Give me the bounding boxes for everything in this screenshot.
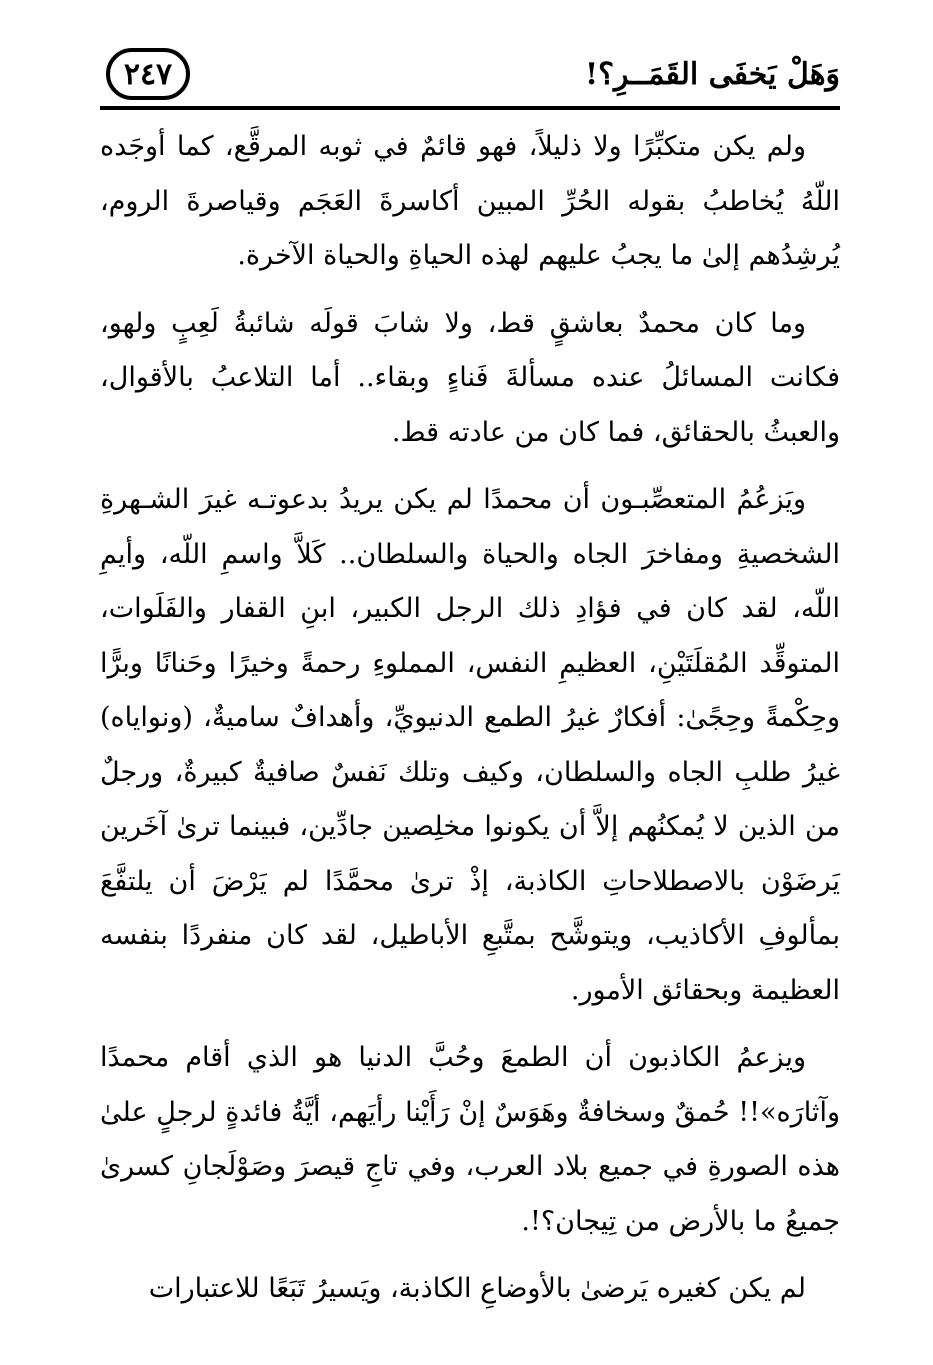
page-header xyxy=(100,44,840,106)
paragraph: لم يكن كغيره يَرضىٰ بالأوضاعِ الكاذبة، ويَسيرُ تَبَعًا للاعتبارات xyxy=(148,1273,806,1304)
page-body xyxy=(100,120,840,1330)
paragraph: ويزعمُ الكاذبون أن الطمعَ وحُبَّ الدنيا هو الذي أقام محمدًا وآثارَه»!! حُمقٌ وسخافةٌ وهَوَسٌ إنْ رَأَيْنا رأيَهم، أيَّةُ فائدةٍ لرجلٍ علىٰ هذه الصورةِ في جميع بلاد العرب، وفي تاجِ قيصرَ وصَوْلَجانِ كسرىٰ جميعُ ما بالأرض من تِيجان؟!. xyxy=(100,1042,840,1237)
paragraph: ويَزعُمُ المتعصِّبـون أن محمدًا لم يكن يريدُ بدعوتـه غيرَ الشـهرةِ الشخصيةِ ومفاخرَ الجاه والحياة والسلطان.. كَلاَّ واسمِ اللّه، وأيمِ اللّه، لقد كان في فؤادِ ذلك الرجل الكبير، ابنِ القفار والفَلَوات، المتوقِّد المُقلَتَيْنِ، العظيمِ النفس، المملوءِ رحمةً وخيرًا وحَنانًا وبرًّا وحِكْمةً وحِجًىٰ: أفكارٌ غيرُ الطمع الدنيويِّ، وأهدافٌ ساميةٌ، (ونواياه) غيرُ طلبِ الجاه والسلطان، وكيف وتلك نَفسٌ صافيةٌ كبيرةٌ، ورجلٌ من الذين لا يُمكنُهم إلاَّ أن يكونوا مخلِصين جادِّين، فبينما ترىٰ آخَرين يَرضَوْن بالاصطلاحاتِ الكاذبة، إذْ ترىٰ محمَّدًا لم يَرْضَ أن يلتفَّعَ بمألوفِ الأكاذيب، ويتوشَّح بمتَّبعِ الأباطيل، لقد كان منفردًا بنفسه العظيمة وبحقائق الأمور. xyxy=(100,484,840,1006)
header-rule xyxy=(100,106,840,110)
page-number-badge: ٢٤٧ xyxy=(106,48,190,100)
paragraph: وما كان محمدٌ بعاشقٍ قط، ولا شابَ قولَه شائبةُ لَعِبٍ ولهو، فكانت المسائلُ عنده مسألةَ فَناءٍ وبقاء.. أما التلاعبُ بالأقوال، والعبثُ بالحقائق، فما كان من عادته قط. xyxy=(100,307,840,448)
running-title: وَهَلْ يَخفَى القَمَــرِ؟! xyxy=(584,57,840,92)
paragraph: ولم يكن متكبِّرًا ولا ذليلاً، فهو قائمٌ في ثوبه المرقَّع، كما أوجَده اللّهُ يُخاطبُ بقوله الحُرِّ المبين أكاسرةَ العَجَم وقياصرةَ الروم، يُرشِدُهم إلىٰ ما يجبُ عليهم لهذه الحياةِ والحياة الآخرة. xyxy=(100,131,840,271)
